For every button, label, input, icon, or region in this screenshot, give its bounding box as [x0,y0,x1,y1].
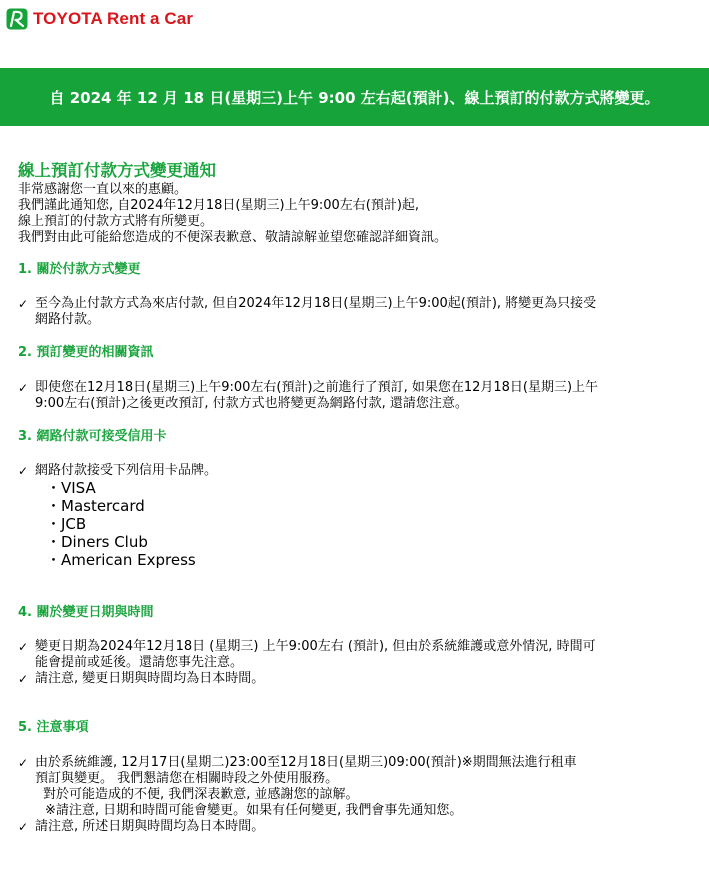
brand-name: TOYOTA Rent a Car [33,9,194,28]
section-heading-booking-change: 2. 預訂變更的相關資訊 [18,345,154,360]
section-heading-payment-change: 1. 關於付款方式變更 [18,262,141,277]
notice-intro [18,182,696,246]
header [0,0,709,68]
list-item: ✓ 變更日期為2024年12月18日 (星期三) 上午9:00左右 (預計), 但由於系統維護或意外情況, 時間可 能會提前或延後。還請您事先注意。 [18,639,596,670]
checkmark-icon: ✓ [18,464,29,478]
banner-text: 自 2024 年 12 月 18 日(星期三)上午 9:00 左右起(預計)、線上預訂的付款方式將變更。 [49,88,660,107]
card-brand-jcb: ・JCB [46,515,87,533]
checkmark-icon: ✓ [18,756,29,770]
checkmark-icon: ✓ [18,672,29,686]
checkmark-icon: ✓ [18,381,29,395]
card-brand-mastercard: ・Mastercard [46,497,145,515]
notice-content [18,160,696,835]
notice-title: 線上預訂付款方式變更通知 [18,161,216,180]
section-heading-change-date: 4. 關於變更日期與時間 [18,605,154,620]
toyota-rent-a-car-logo-icon [6,8,28,30]
list-item: ✓ 由於系統維護, 12月17日(星期二)23:00至12月18日(星期三)09:00(預計)※期間無法進行租車 預訂與變更。 我們懇請您在相關時段之外使用服務。 對於可能造成的不便, 我們深表歉意, 並感謝您的諒解。 ※請注意, 日期和時間可能會變更。如果有任何變更, 我們會事先通知您。 [18,755,577,818]
section-heading-credit-cards: 3. 網路付款可接受信用卡 [18,429,167,444]
list-item: ✓ 網路付款接受下列信用卡品牌。 [18,463,218,478]
card-brand-diners: ・Diners Club [46,533,148,551]
list-item: ✓ 請注意, 變更日期與時間均為日本時間。 [18,671,265,686]
card-brand-list [18,479,696,569]
intro-line: 非常感謝您一直以來的惠顧。 [18,182,188,197]
checkmark-icon: ✓ [18,640,29,654]
checkmark-icon: ✓ [18,820,29,834]
brand-logo[interactable] [6,8,193,30]
section-heading-notes: 5. 注意事項 [18,720,89,735]
list-item: ✓ 即使您在12月18日(星期三)上午9:00左右(預計)之前進行了預訂, 如果您在12月18日(星期三)上午 9:00左右(預計)之後更改預訂, 付款方式也將變更為網路付款, 還請您注意。 [18,380,599,411]
intro-line: 我們對由此可能給您造成的不便深表歉意、敬請諒解並望您確認詳細資訊。 [18,230,448,245]
list-item: ✓ 至今為止付款方式為來店付款, 但自2024年12月18日(星期三)上午9:00起(預計), 將變更為只接受 網路付款。 [18,296,597,327]
intro-line: 線上預訂的付款方式將有所變更。 [18,214,214,229]
list-item: ✓ 請注意, 所述日期與時間均為日本時間。 [18,819,265,834]
checkmark-icon: ✓ [18,297,29,311]
announcement-banner [0,68,709,126]
card-brand-amex: ・American Express [46,551,196,569]
card-brand-visa: ・VISA [46,479,96,497]
intro-line: 我們謹此通知您, 自2024年12月18日(星期三)上午9:00左右(預計)起, [18,198,420,213]
